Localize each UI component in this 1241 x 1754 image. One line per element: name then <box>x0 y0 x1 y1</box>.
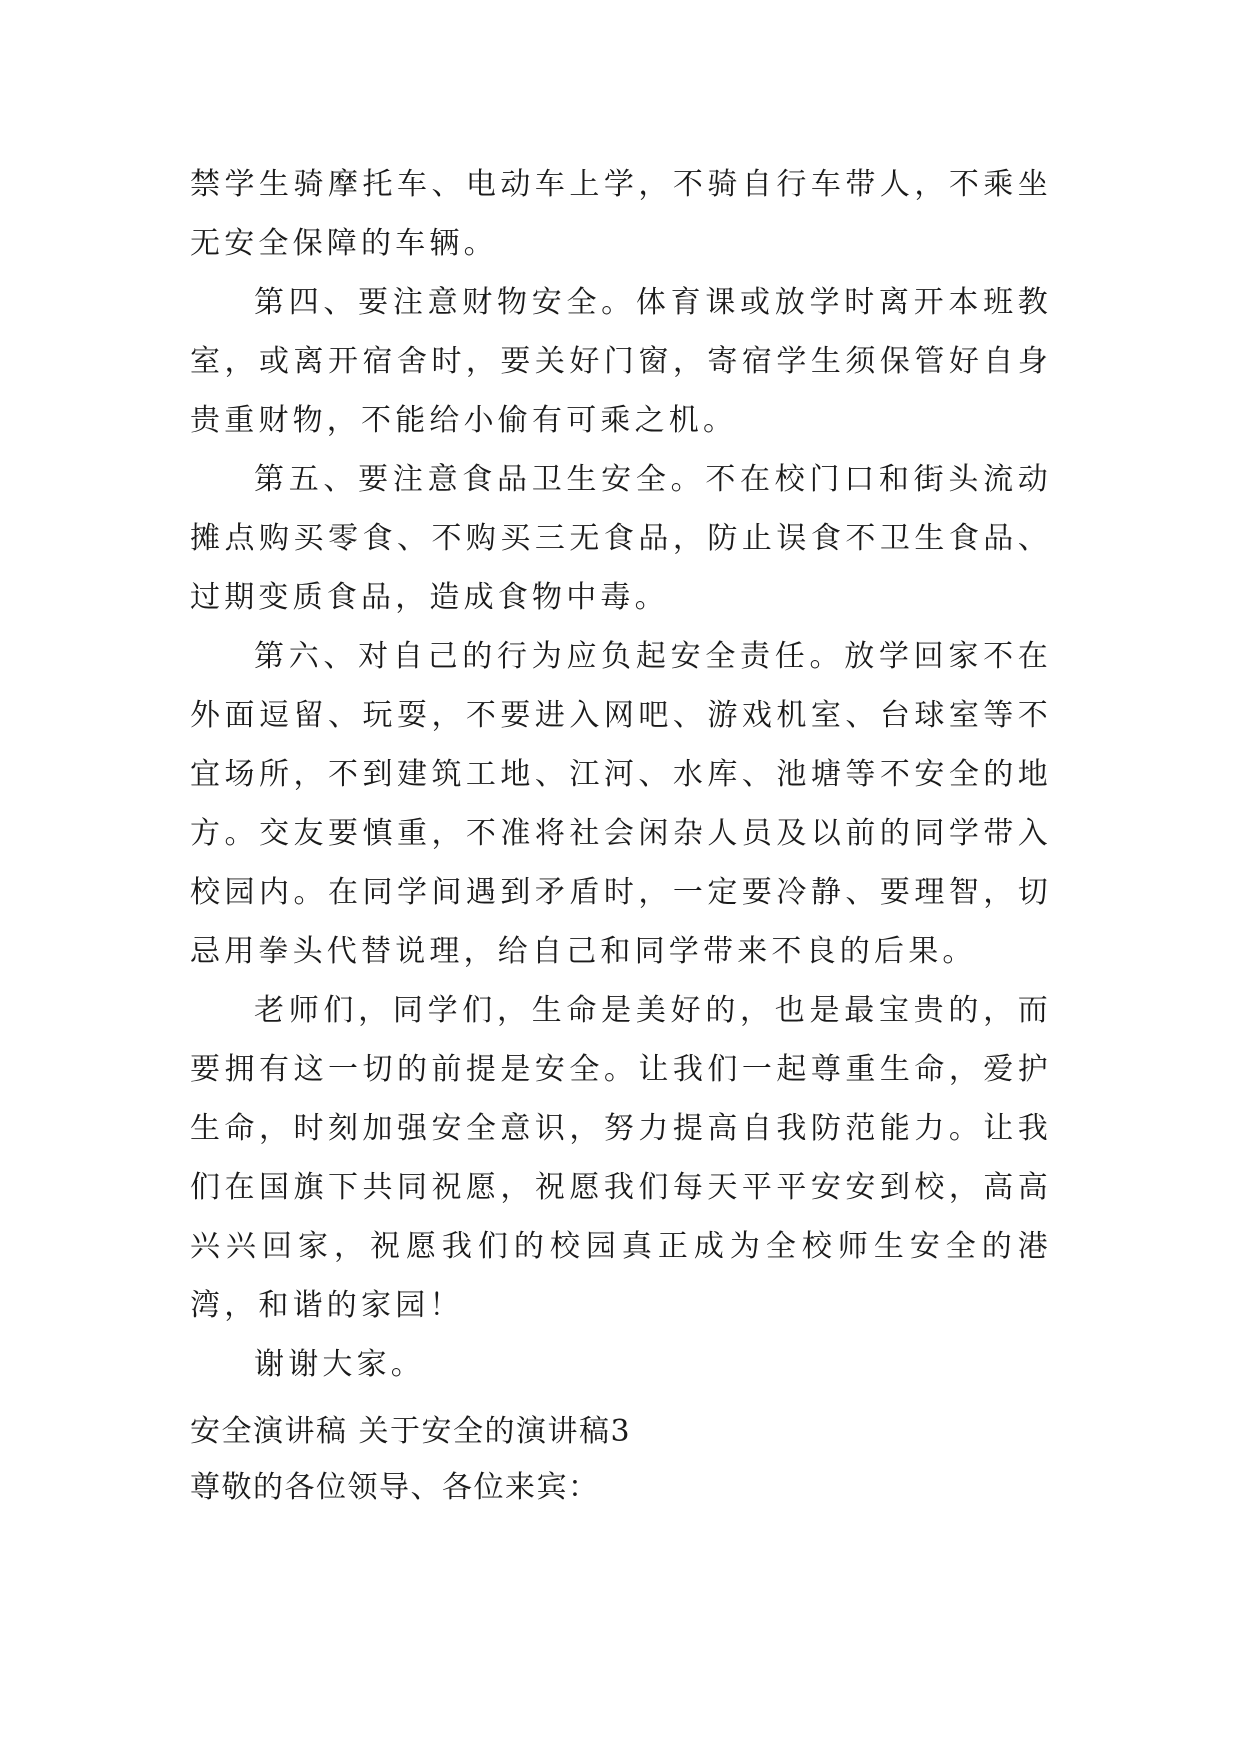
section-title: 安全演讲稿 关于安全的演讲稿3 <box>190 1414 632 1449</box>
paragraph-food-safety: 第五、要注意食品卫生安全。不在校门口和街头流动摊点购买零食、不购买三无食品，防止误食不卫生食品、过期变质食品，造成食物中毒。 <box>190 462 1052 615</box>
paragraph-behavior-responsibility: 第六、对自己的行为应负起安全责任。放学回家不在外面逗留、玩耍，不要进入网吧、游戏机室、台球室等不宜场所，不到建筑工地、江河、水库、池塘等不安全的地方。交友要慎重，不准将社会闲杂人员及以前的同学带入校园内。在同学间遇到矛盾时，一定要冷静、要理智，切忌用拳头代替说理，给自己和同学带来不良的后果。 <box>190 639 1052 969</box>
salutation: 尊敬的各位领导、各位来宾： <box>190 1470 600 1505</box>
paragraph-closing-appeal: 老师们，同学们，生命是美好的，也是最宝贵的，而要拥有这一切的前提是安全。让我们一起尊重生命，爱护生命，时刻加强安全意识，努力提高自我防范能力。让我们在国旗下共同祝愿，祝愿我们每天平平安安到校，高高兴兴回家，祝愿我们的校园真正成为全校师生安全的港湾，和谐的家园！ <box>190 993 1052 1323</box>
next-speech-header <box>190 1404 1052 1516</box>
paragraph-road-safety-end: 禁学生骑摩托车、电动车上学，不骑自行车带人，不乘坐无安全保障的车辆。 <box>190 167 1052 261</box>
document-body <box>190 155 1052 1394</box>
paragraph-thanks: 谢谢大家。 <box>254 1347 425 1382</box>
paragraph-property-safety: 第四、要注意财物安全。体育课或放学时离开本班教室，或离开宿舍时，要关好门窗，寄宿学生须保管好自身贵重财物，不能给小偷有可乘之机。 <box>190 285 1052 438</box>
